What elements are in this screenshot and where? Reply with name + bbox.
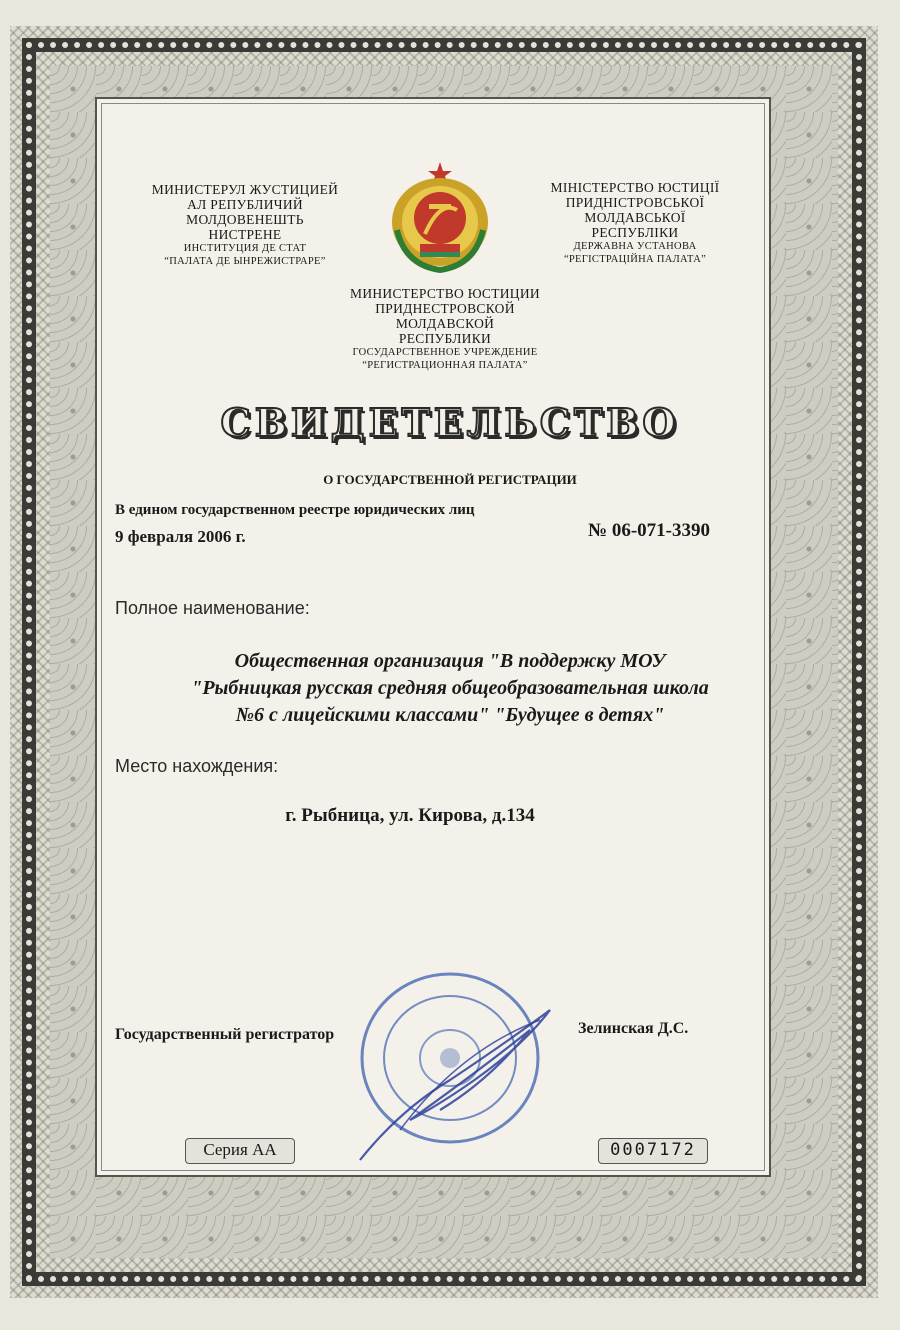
header-right	[525, 180, 745, 266]
header-left	[135, 182, 355, 268]
header-center-line6: “РЕГИСТРАЦИОННАЯ ПАЛАТА”	[362, 360, 528, 371]
serial-number-box: 0007172	[598, 1138, 708, 1164]
header-center-line2: ПРИДНЕСТРОВСКОЙ	[375, 301, 515, 316]
document-subtitle: О ГОСУДАРСТВЕННОЙ РЕГИСТРАЦИИ	[323, 472, 577, 487]
address: г. Рыбница, ул. Кирова, д.134	[285, 805, 535, 826]
header-right-line3: МОЛДАВСЬКОЇ	[584, 210, 686, 225]
full-name-label: Полное наименование:	[115, 598, 310, 618]
registration-date: 9 февраля 2006 г.	[115, 527, 246, 546]
header-center	[335, 286, 555, 372]
document-title: СВИДЕТЕЛЬСТВО	[220, 400, 680, 445]
header-right-line1: МІНІСТЕРСТВО ЮСТИЦІЇ	[550, 180, 720, 195]
organization-name-line1: Общественная организация "В поддержку МОУ	[234, 650, 666, 672]
state-emblem-icon	[385, 160, 495, 275]
header-right-line2: ПРИДНІСТРОВСЬКОЇ	[565, 195, 705, 210]
header-left-line6: “ПАЛАТА ДЕ ЫНРЕЖИСТРАРЕ”	[164, 256, 326, 267]
header-right-line4: РЕСПУБЛІКИ	[591, 225, 679, 240]
header-left-line3: МОЛДОВЕНЕШТЬ	[186, 212, 304, 227]
header-center-line4: РЕСПУБЛИКИ	[398, 331, 492, 346]
header-center-line3: МОЛДАВСКОЙ	[395, 316, 495, 331]
registrar-name: Зелинская Д.С.	[578, 1020, 689, 1037]
registry-line: В едином государственном реестре юридических лиц	[115, 502, 475, 518]
header-center-line5: ГОСУДАРСТВЕННОЕ УЧРЕЖДЕНИЕ	[352, 347, 538, 358]
organization-name-line3: №6 с лицейскими классами" "Будущее в детях"	[235, 704, 665, 726]
header-left-line4: НИСТРЕНЕ	[208, 227, 282, 242]
registrar-label: Государственный регистратор	[115, 1026, 335, 1043]
organization-name-line2: "Рыбницкая русская средняя общеобразовательная школа	[191, 677, 709, 699]
header-left-line5: ИНСТИТУЦИЯ ДЕ СТАТ	[183, 243, 307, 254]
series-box: Серия АА	[185, 1138, 295, 1164]
header-center-line1: МИНИСТЕРСТВО ЮСТИЦИИ	[350, 286, 540, 301]
header-left-line2: АЛ РЕПУБЛИЧИЙ	[187, 197, 303, 212]
organization-name	[110, 648, 790, 729]
signature-icon	[340, 990, 570, 1170]
header-left-line1: МИНИСТЕРУЛ ЖУСТИЦИЕЙ	[151, 182, 339, 197]
header-right-line6: “РЕГІСТРАЦІЙНА ПАЛАТА”	[563, 254, 707, 265]
header-right-line5: ДЕРЖАВНА УСТАНОВА	[573, 241, 697, 252]
registration-number: № 06-071-3390	[588, 520, 710, 541]
location-label: Место нахождения:	[115, 756, 279, 776]
